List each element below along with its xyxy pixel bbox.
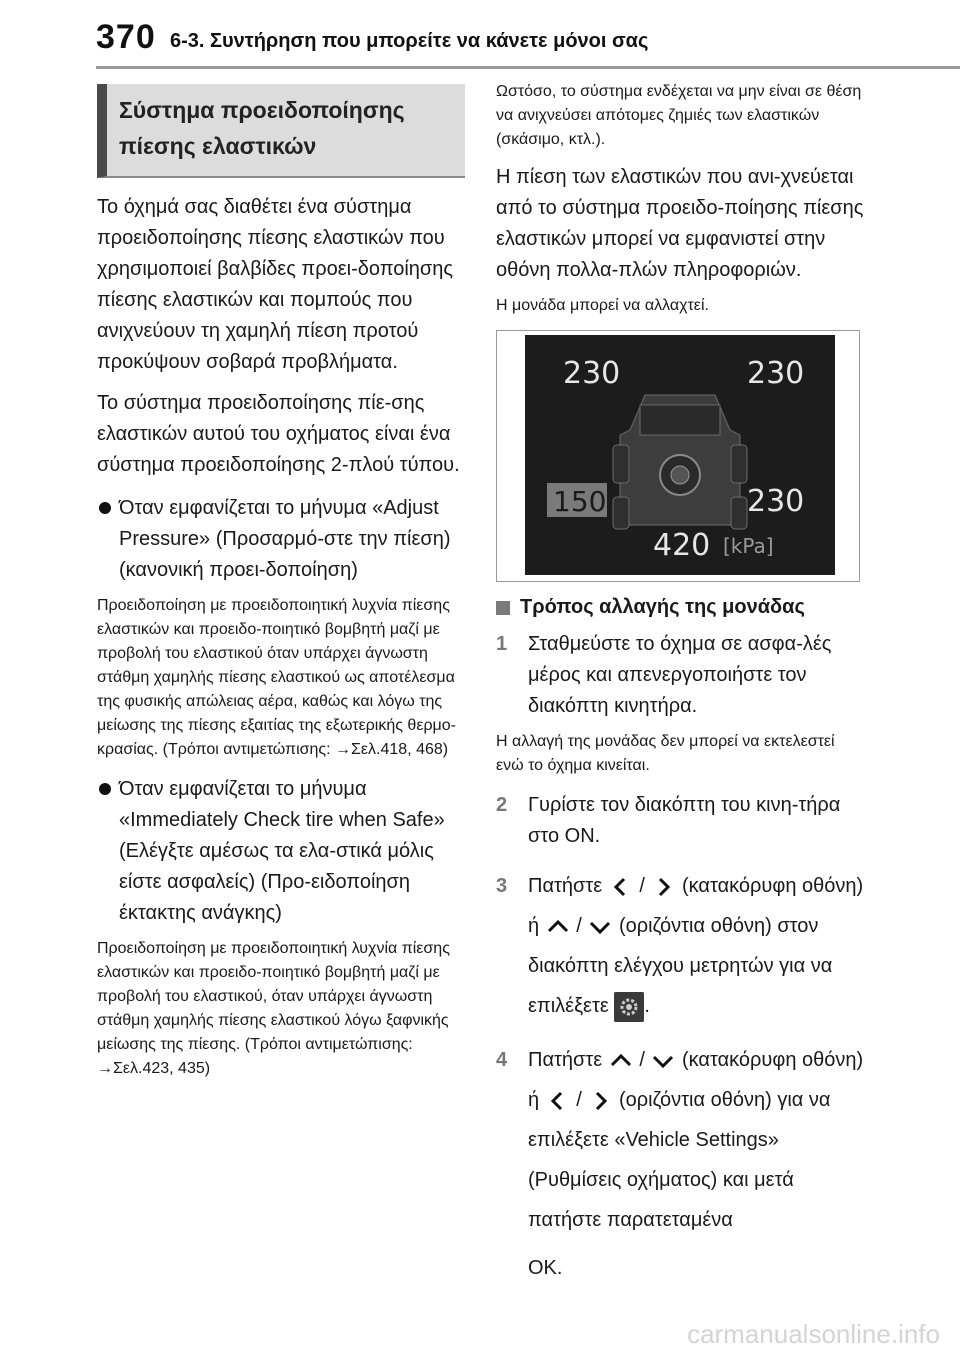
chevron-down-icon bbox=[587, 916, 613, 938]
step-2-number: 2 bbox=[496, 794, 508, 816]
section-heading-line-2: πίεσης ελαστικών bbox=[119, 133, 317, 159]
step-3-slash: / bbox=[639, 875, 645, 897]
chevron-up-icon bbox=[608, 1050, 634, 1072]
intro-paragraph: Το όχημά σας διαθέτει ένα σύστημα προειδοποίησης πίεσης ελαστικών που χρησιμοποιεί βαλβίδες προει-δοποίησης πίεσης ελαστικών και πομπούς που ανιχνεύουν τη χαμηλή πίεση προτού προκύψουν σοβαρά προβλήματα. bbox=[97, 196, 454, 373]
header-divider bbox=[96, 66, 960, 69]
step-1-note: Η αλλαγή της μονάδας δεν μπορεί να εκτελεστεί ενώ το όχημα κινείται. bbox=[496, 733, 835, 774]
step-4-slash-2: / bbox=[576, 1089, 582, 1111]
multi-information-display bbox=[525, 335, 835, 575]
bullet-immediately-check: Όταν εμφανίζεται το μήνυμα «Immediately Check tire when Safe» (Ελέγξτε αμέσως τα ελα-στικά μόλις είστε ασφαλείς) (Προ-ειδοποίηση έκτακτης ανάγκης) bbox=[97, 774, 465, 929]
heading-square-marker bbox=[496, 601, 510, 615]
chevron-down-icon bbox=[650, 1050, 676, 1072]
step-4-slash: / bbox=[639, 1049, 645, 1071]
step-1 bbox=[496, 629, 866, 722]
step-4-text-c: (οριζόντια οθόνη) για να επιλέξετε «Vehicle Settings» (Ρυθμίσεις οχήματος) και μετά πατήστε παρατεταμένα bbox=[528, 1089, 831, 1231]
tire-front-left-value: 230 bbox=[563, 356, 621, 391]
right-column bbox=[496, 80, 866, 1288]
detection-limit-note: Ωστόσο, το σύστημα ενδέχεται να μην είναι σε θέση να ανιχνεύσει απότομες ζημιές των ελαστικών (σκάσιμο, κτλ.). bbox=[496, 83, 862, 148]
chevron-up-icon bbox=[545, 916, 571, 938]
display-paragraph: Η πίεση των ελαστικών που ανι-χνεύεται από το σύστημα προειδο-ποίησης πίεσης ελαστικών μπορεί να εμφανιστεί στην οθόνη πολλα-πλών πληροφοριών. bbox=[496, 166, 864, 281]
ok-button-label: OK bbox=[528, 1257, 557, 1279]
left-column bbox=[97, 84, 465, 1081]
tire-front-right-value: 230 bbox=[747, 356, 805, 391]
tire-rear-left-value: 150 bbox=[553, 485, 607, 518]
chevron-left-icon bbox=[608, 876, 634, 898]
adjust-pressure-note: Προειδοποίηση με προειδοποιητική λυχνία πίεσης ελαστικών και προειδο-ποιητικό βομβητή μαζί με προβολή του ελαστικού όταν υπάρχει άγνωστη στάθμη χαμηλής πίεσης ελαστικού ως αποτέλεσμα της φυσικής απώλειας αέρα, καθώς και λόγω της μείωσης της πίεσης εξαιτίας της εξωτερικής θερμο-κρασίας. (Τρόποι αντιμετώπισης: →Σελ.418, 468) bbox=[97, 597, 456, 758]
step-4-text-a: Πατήστε bbox=[528, 1049, 603, 1071]
step-2 bbox=[496, 790, 866, 852]
chevron-left-icon bbox=[545, 1090, 571, 1112]
step-3 bbox=[496, 866, 866, 1026]
chevron-right-icon bbox=[587, 1090, 613, 1112]
step-2-text: Γυρίστε τον διακόπτη του κινη-τήρα στο ON. bbox=[528, 794, 841, 847]
step-4-number: 4 bbox=[496, 1049, 508, 1071]
bullet-adjust-pressure: Όταν εμφανίζεται το μήνυμα «Adjust Pressure» (Προσαρμό-στε την πίεση) (κανονική προει-δοποίηση) bbox=[97, 493, 465, 586]
immediately-check-note: Προειδοποίηση με προειδοποιητική λυχνία πίεσης ελαστικών και προειδο-ποιητικό βομβητή μαζί με προβολή του ελαστικού, όταν υπάρχει άγνωστη στάθμη χαμηλής πίεσης ελαστικού λόγω ξαφνικής μείωσης της πίεσης. (Τρόποι αντιμετώπισης: →Σελ.423, 435) bbox=[97, 940, 450, 1077]
step-3-period: . bbox=[644, 995, 650, 1017]
step-3-text-c: (οριζόντια οθόνη) στον διακόπτη ελέγχου μετρητών για να επιλέξετε bbox=[528, 915, 833, 1017]
step-3-text-b: (κατακόρυφη οθόνη) ή bbox=[528, 875, 864, 937]
step-3-slash-2: / bbox=[576, 915, 582, 937]
tire-pressure-figure bbox=[496, 330, 860, 582]
page-number: 370 bbox=[96, 18, 156, 56]
step-3-text-a: Πατήστε bbox=[528, 875, 603, 897]
tire-rear-right-value: 230 bbox=[747, 484, 805, 519]
step-1-text: Σταθμεύστε το όχημα σε ασφα-λές μέρος και απενεργοποιήστε τον διακόπτη κινητήρα. bbox=[528, 633, 832, 717]
step-3-number: 3 bbox=[496, 875, 508, 897]
chevron-right-icon bbox=[650, 876, 676, 898]
section-heading-line-1: Σύστημα προειδοποίησης bbox=[119, 97, 405, 123]
watermark: carmanualsonline.info bbox=[687, 1319, 940, 1349]
spare-wheel-icon bbox=[660, 455, 700, 495]
spare-tire-value: 420 bbox=[653, 528, 711, 563]
step-4-text-b: (κατακόρυφη οθόνη) ή bbox=[528, 1049, 864, 1111]
step-4 bbox=[496, 1040, 866, 1288]
unit-note: Η μονάδα μπορεί να αλλαχτεί. bbox=[496, 297, 709, 314]
step-4-period: . bbox=[556, 1257, 563, 1279]
change-unit-heading bbox=[496, 596, 866, 619]
step-1-number: 1 bbox=[496, 633, 508, 655]
section-heading bbox=[97, 84, 465, 178]
settings-gear-icon bbox=[614, 992, 644, 1022]
change-unit-heading-text: Τρόπος αλλαγής της μονάδας bbox=[520, 596, 805, 618]
chapter-title: 6-3. Συντήρηση που μπορείτε να κάνετε μόνοι σας bbox=[170, 30, 649, 52]
pressure-unit: [kPa] bbox=[723, 534, 774, 558]
system-type-paragraph: Το σύστημα προειδοποίησης πίε-σης ελαστικών αυτού του οχήματος είναι ένα σύστημα προειδοποίησης 2-πλού τύπου. bbox=[97, 392, 460, 476]
